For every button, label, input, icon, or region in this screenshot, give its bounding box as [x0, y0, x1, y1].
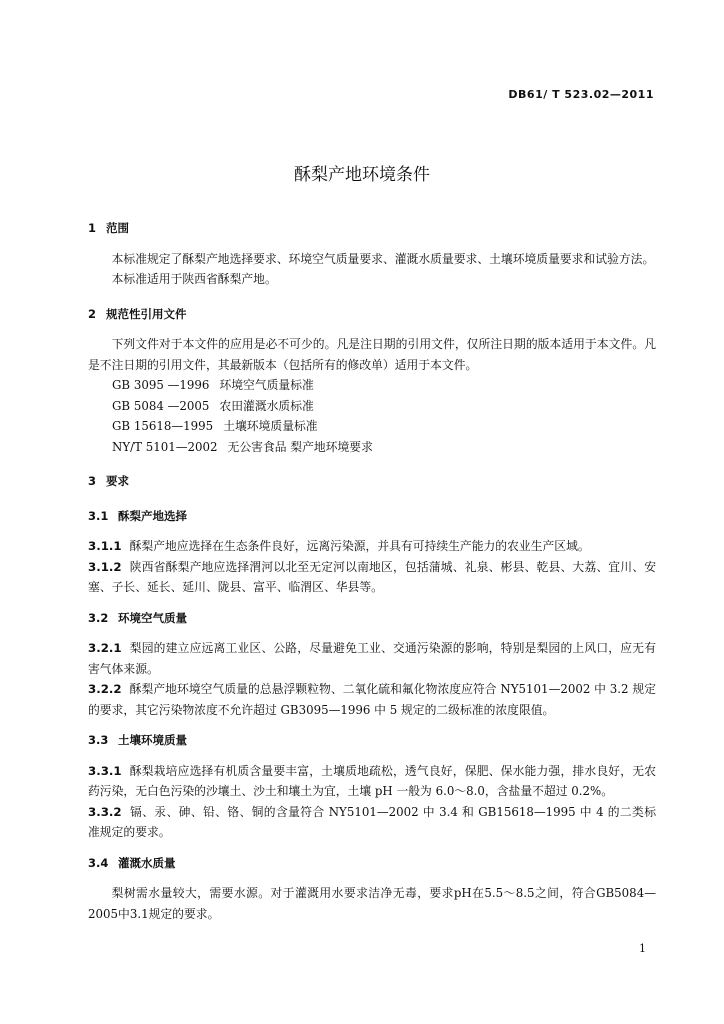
page-number: 1 — [639, 942, 646, 955]
section-number: 1 — [88, 221, 97, 235]
subsection-title: 酥梨产地选择 — [118, 508, 187, 523]
clause — [88, 557, 656, 598]
reference-name: 农田灌溉水质标准 — [219, 398, 314, 413]
reference-code: GB 15618—1995 — [112, 419, 214, 433]
section-title: 规范性引用文件 — [106, 306, 187, 321]
clause-number: 3.3.2 — [88, 804, 122, 819]
reference-code: NY/T 5101—2002 — [112, 439, 218, 454]
section-title: 要求 — [106, 474, 129, 488]
section-2-heading — [88, 304, 656, 325]
clause — [88, 761, 656, 802]
subsection-3-1-heading — [88, 506, 656, 527]
clause-number: 3.3.1 — [88, 763, 122, 778]
reference-code: GB 5084 —2005 — [112, 398, 210, 413]
standard-code: DB61/ T 523.02—2011 — [508, 88, 654, 101]
reference-item — [88, 437, 656, 458]
clause-text: 酥梨栽培应选择有机质含量要丰富，土壤质地疏松，透气良好，保肥、保水能力强，排水良好，无农药污染，无白色污染的沙壤土、沙土和壤土为宜，土壤 pH 一般为 6.0～8.0，含盐量不超过 0.2%。 — [88, 763, 656, 798]
reference-item — [88, 375, 656, 396]
section-number: 2 — [88, 306, 97, 321]
subsection-number: 3.1 — [88, 508, 109, 523]
clause-number: 3.1.2 — [88, 559, 122, 574]
clause — [88, 638, 656, 679]
clause — [88, 679, 656, 720]
clause-number: 3.2.1 — [88, 641, 122, 655]
document-body — [88, 218, 656, 924]
subsection-title: 环境空气质量 — [118, 610, 187, 625]
clause-number: 3.2.2 — [88, 682, 122, 696]
clause-text: 酥梨产地应选择在生态条件良好，远离污染源，并具有可持续生产能力的农业生产区域。 — [129, 539, 590, 553]
clause — [88, 536, 656, 557]
paragraph: 本标准规定了酥梨产地选择要求、环境空气质量要求、灌溉水质量要求、土壤环境质量要求和试验方法。 — [111, 251, 655, 266]
subsection-title: 灌溉水质量 — [118, 855, 176, 870]
reference-name: 无公害食品 梨产地环境要求 — [227, 439, 373, 454]
clause-text: 镉、汞、砷、铅、铬、铜的含量符合 NY5101—2002 中 3.4 和 GB15618—1995 中 4 的二类标准规定的要求。 — [88, 804, 656, 839]
section-number: 3 — [88, 474, 97, 488]
clause-text: 陕西省酥梨产地应选择渭河以北至无定河以南地区，包括蒲城、礼泉、彬县、乾县、大荔、宜川、安塞、子长、延长、延川、陇县、富平、临渭区、华县等。 — [88, 559, 656, 594]
section-title: 范围 — [106, 221, 129, 235]
reference-code: GB 3095 —1996 — [112, 378, 210, 392]
subsection-number: 3.4 — [88, 855, 109, 870]
subsection-3-3-heading — [88, 730, 656, 751]
subsection-number: 3.3 — [88, 733, 109, 747]
clause-number: 3.1.1 — [88, 539, 122, 553]
paragraph: 梨树需水量较大，需要水源。对于灌溉用水要求洁净无毒，要求pH在5.5～8.5之间，符合GB5084—2005中3.1规定的要求。 — [88, 886, 656, 921]
subsection-number: 3.2 — [88, 610, 109, 625]
clause-text: 酥梨产地环境空气质量的总悬浮颗粒物、二氧化硫和氟化物浓度应符合 NY5101—2002 中 3.2 规定的要求，其它污染物浓度不允许超过 GB3095—1996 中 5 规定的二级标准的浓度限值。 — [88, 682, 656, 717]
subsection-3-4-heading — [88, 853, 656, 874]
clause — [88, 802, 656, 843]
document-title: 酥梨产地环境条件 — [294, 165, 430, 185]
reference-name: 土壤环境质量标准 — [223, 419, 318, 433]
paragraph: 本标准适用于陕西省酥梨产地。 — [111, 272, 277, 286]
section-3-heading — [88, 471, 656, 492]
reference-name: 环境空气质量标准 — [219, 378, 314, 392]
section-1-heading — [88, 218, 656, 239]
paragraph: 下列文件对于本文件的应用是必不可少的。凡是注日期的引用文件，仅所注日期的版本适用于本文件。凡是不注日期的引用文件，其最新版本（包括所有的修改单）适用于本文件。 — [88, 337, 656, 372]
subsection-3-2-heading — [88, 608, 656, 629]
reference-item — [88, 416, 656, 437]
clause-text: 梨园的建立应远离工业区、公路，尽量避免工业、交通污染源的影响，特别是梨园的上风口，应无有害气体来源。 — [88, 641, 656, 676]
subsection-title: 土壤环境质量 — [118, 733, 187, 747]
reference-item — [88, 396, 656, 417]
